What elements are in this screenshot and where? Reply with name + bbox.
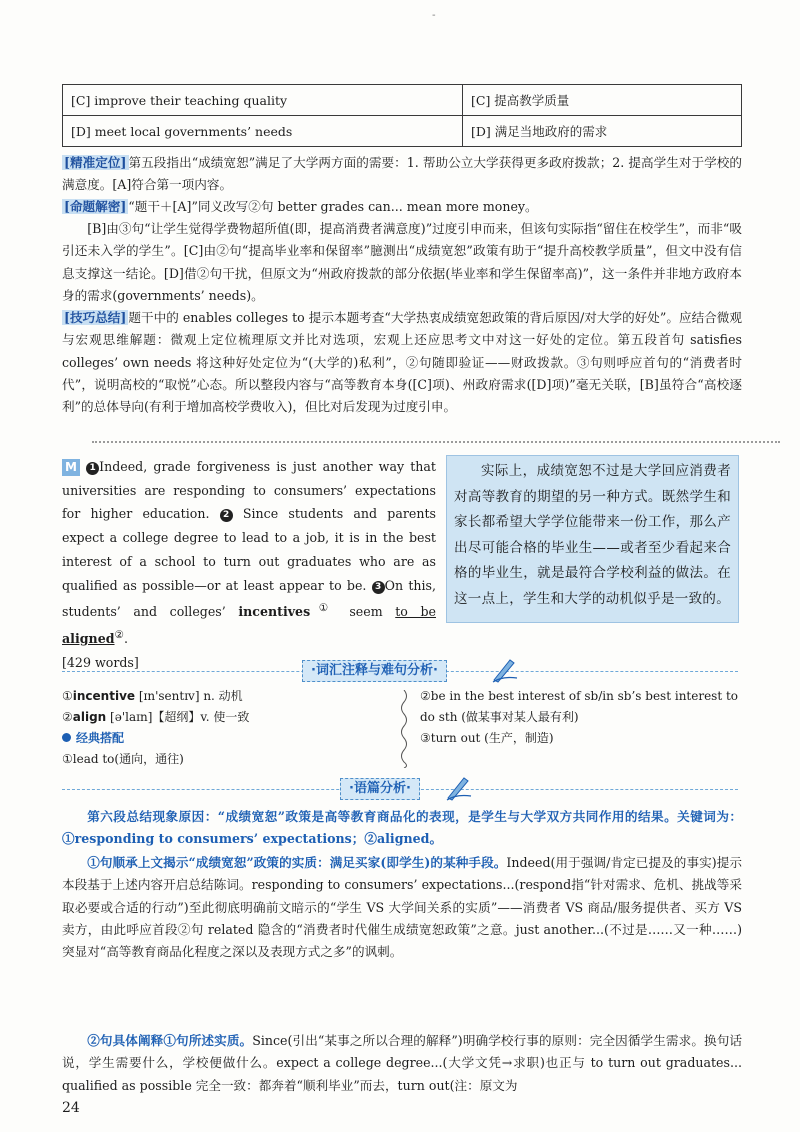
keyword-aligned: aligned [62, 631, 115, 647]
note-marker: ① [310, 602, 337, 615]
phrase-item: ①lead to(通向，通往) [62, 752, 184, 766]
paragraph-badge: M [62, 459, 80, 476]
sentence-number: 2 [220, 509, 233, 522]
phrase-heading-label: 经典搭配 [76, 731, 125, 745]
vocab-def: [ɪn'sentɪv] n. 动机 [135, 689, 243, 703]
summary-keyword: responding to consumers’ expectations [74, 831, 352, 847]
vocab-right [420, 686, 742, 749]
discourse-summary [62, 806, 742, 851]
skill-text: 题干中的 enables colleges to 提示本题考查“大学热衷成绩宽恕政策的背后原因/对大学的好处”。应结合微观与宏观思维解题：微观上定位梳理原文并比对选项，宏观上还应思考文中对这一好处的定位。第五段首句 satisfies colleges’ own needs 将这种好处定位为“(大学的)私利”，②句随即验证——财政拨款。③句则呼应首句的“消费者时代”，说明高校的“取悦”心态。所以整段内容与“高等教育本身([C]项)、州政府需求([D]项)”毫无关联，[B]虽符合“高校逐利”的总体导向(有利于增加高校学费收入)，但比对后发现为过度引申。 [62, 310, 742, 415]
option-zh: [D] 满足当地政府的需求 [463, 116, 742, 147]
discourse-s2 [62, 1030, 742, 1097]
sentence-2: Since students and parents expect a college degree to lead to a job, it is in the best interest of a school to turn out graduates who are as qualified as possible—or at least appear to be. [62, 506, 436, 593]
analysis-decode [62, 196, 742, 218]
divider [92, 441, 780, 443]
vocab-item [62, 686, 392, 707]
phrase-item: ③turn out (生产，制造) [420, 731, 554, 745]
page-number: 24 [62, 1100, 80, 1116]
sentence-3b: seem [336, 604, 396, 620]
top-mark: - [432, 10, 436, 21]
s1-body: Indeed(用于强调/肯定已提及的事实)提示本段基于上述内容开启总结陈词。responding to consumers’ expectations...(respond指“针对需求、危机、挑战等采取必要或合适的行动”)至此彻底明确前文暗示的“学生 VS 大学间关系的实质”——消费者 VS 商品/服务提供者、买方 VS 卖方，由此呼应首段②句 related 隐含的“消费者时代催生成绩宽恕政策”之意。just another...(不过是……又一种……)突显对“高等教育商品化程度之深以及表现方式之多”的讽刺。 [62, 855, 743, 960]
word-count: [429 words] [62, 655, 139, 670]
phrase-item: ②be in the best interest of sb/in sb’s best interest to do sth (做某事对某人最有利) [420, 689, 739, 724]
vocab-left [62, 686, 392, 770]
option-zh: [C] 提高教学质量 [463, 85, 742, 116]
option-en: [D] meet local governments’ needs [63, 116, 463, 147]
discourse-banner-label: ·语篇分析· [340, 778, 420, 800]
translation-box [446, 455, 739, 623]
vocab-item [62, 707, 392, 728]
s2-body: Since(引出“某事之所以合理的解释”)明确学校行事的原则：完全因循学生需求。换句话说，学生需要什么，学校便做什么。expect a college degree...(大学文凭→求职)也正与 to turn out graduates... qualified as possible 完全一致：都奔着“顺利毕业”而去，turn out(注：原文为 [62, 1033, 742, 1093]
summary-text: ；② [351, 831, 377, 847]
tag-decode: [命题解密] [64, 199, 127, 214]
note-marker: ② [114, 629, 124, 642]
discourse-banner [0, 776, 800, 802]
analysis-skill [62, 307, 742, 418]
vocab-banner-label: ·词汇注释与难句分析· [302, 660, 447, 682]
phrase-heading [62, 728, 392, 749]
summary-text: 。 [429, 831, 443, 847]
sentence-3c: . [123, 631, 128, 647]
sentence-3a: On this, students’ and colleges’ [62, 577, 436, 620]
vocab-def: [ə'laɪn]【超纲】v. 使一致 [106, 710, 250, 724]
translation-text: 实际上，成绩宽恕不过是大学回应消费者对高等教育的期望的另一种方式。既然学生和家长都希望大学学位能带来一份工作，那么产出尽可能合格的毕业生——或者至少看起来合格的毕业生，就是最符合学校利益的做法。在这一点上，学生和大学的动机似乎是一致的。 [454, 463, 731, 607]
options-table [62, 84, 742, 147]
vocab-num: ① [62, 689, 73, 703]
s1-heading: ①句顺承上文揭示“成绩宽恕”政策的实质：满足买家(即学生)的某种手段。 [87, 855, 507, 870]
s2-heading: ②句具体阐释①句所述实质。 [87, 1033, 253, 1048]
phrase-part: to be [395, 604, 436, 620]
analysis-distractors: [B]由③句“让学生觉得学费物超所值(即，提高消费者满意度)”过度引申而来，但该句实际指“留住在校学生”，而非“吸引还未入学的学生”。[C]由②句“提高毕业率和保留率”臆测出“成绩宽恕”政策有助于“提升高校教学质量”，但文中没有信息支撑这一结论。[D]借②句干扰，但原文为“州政府拨款的部分依据(毕业率和学生保留率高)”，这一条件并非地方政府本身的需求(governments’ needs)。 [62, 221, 742, 303]
pen-icon [490, 654, 520, 684]
option-en: [C] improve their teaching quality [63, 85, 463, 116]
vocab-word: incentive [72, 689, 136, 703]
sentence-1: Indeed, grade forgiveness is just another way that universities are responding to consumers’ expectations for higher education. [62, 459, 436, 522]
summary-text: 第六段总结现象原因：“成绩宽恕”政策是高等教育商品化的表现，是学生与大学双方共同作用的结果。关键词为：① [62, 809, 742, 847]
discourse-s1 [62, 852, 742, 963]
option-row [63, 116, 742, 147]
vocab-word: align [72, 710, 107, 724]
pen-icon [444, 772, 474, 802]
tag-skill: [技巧总结] [64, 310, 127, 325]
sentence-number: 3 [372, 581, 385, 594]
passage-paragraph [62, 455, 436, 675]
bullet-icon [62, 733, 71, 742]
wavy-divider [397, 690, 411, 768]
analysis-locate [62, 152, 742, 197]
option-row [63, 85, 742, 116]
keyword-incentives: incentives [238, 604, 311, 620]
vocab-num: ② [62, 710, 73, 724]
decode-text: “题干＋[A]”同义改写②句 better grades can... mean more money。 [128, 199, 538, 214]
tag-locate: [精准定位] [64, 155, 127, 170]
summary-keyword: aligned [376, 831, 430, 847]
sentence-number: 1 [86, 462, 99, 475]
vocab-banner [0, 658, 800, 684]
locate-text: 第五段指出“成绩宽恕”满足了大学两方面的需要：1. 帮助公立大学获得更多政府拨款；2. 提高学生对于学校的满意度。[A]符合第一项内容。 [62, 155, 743, 193]
